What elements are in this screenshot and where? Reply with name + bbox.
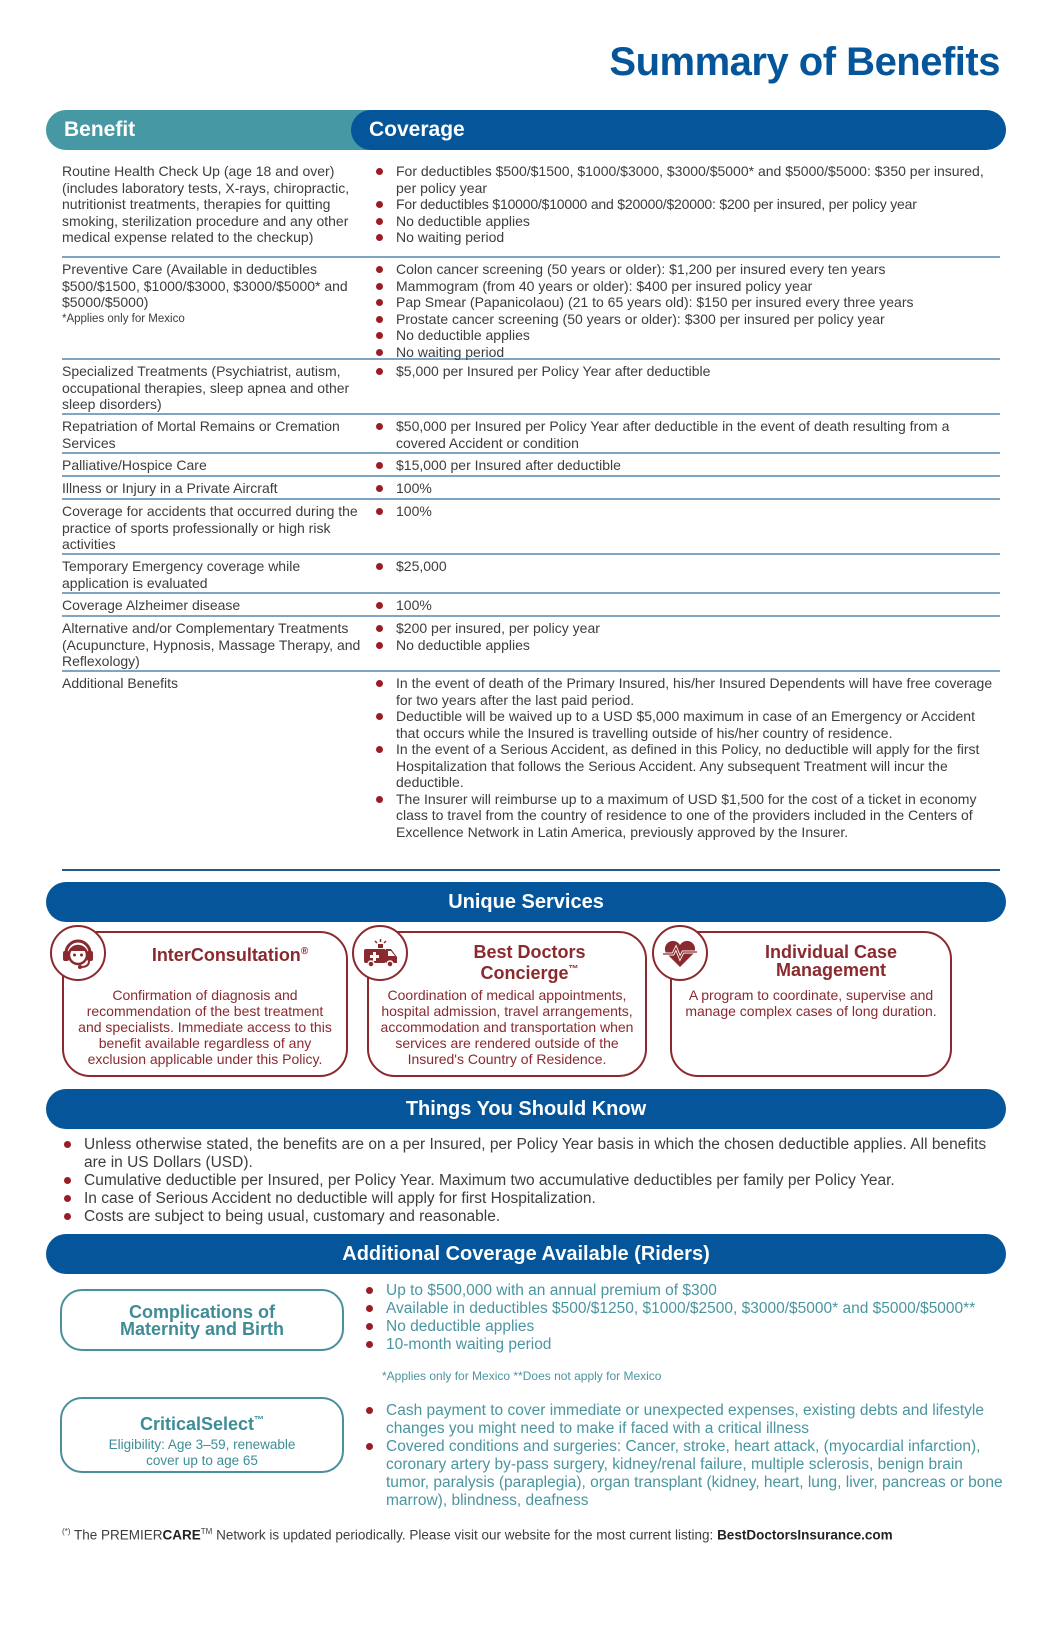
coverage-item: $25,000 [374,558,1000,575]
benefit-name: Palliative/Hospice Care [62,457,207,473]
table-row [62,555,1000,594]
benefit-coverage [374,597,1000,612]
website-link[interactable]: BestDoctorsInsurance.com [717,1527,893,1543]
benefit-coverage [374,457,1000,472]
service-description: Confirmation of diagnosis and recommendation of the best treatment and specialists. Immediate access to this benefit available regardless of any exclusion applicable under this Policy. [78,987,332,1067]
coverage-item: No waiting period [374,344,1000,361]
rider-box-criticalselect [60,1397,344,1473]
table-row [62,594,1000,617]
benefit-name: Additional Benefits [62,675,178,691]
table-row [62,672,1000,871]
service-card-concierge [367,931,647,1077]
benefit-coverage [374,363,1000,410]
list-item: No deductible applies [364,1318,1004,1336]
coverage-item: In the event of death of the Primary Insured, his/her Insured Dependents will have free coverage for two years after the last paid period. [374,675,1000,708]
benefit-name: Preventive Care (Available in deductibles $500/$1500, $1000/$3000, $3000/$5000* and $5000/$5000) *Applies only for Mexico [62,261,374,355]
unique-services-header: Unique Services [46,882,1006,922]
coverage-item: 100% [374,480,1000,497]
benefit-footnote: *Applies only for Mexico [62,312,185,325]
rider-title: CriticalSelect™ [139,1414,265,1434]
coverage-item: No deductible applies [374,327,1000,344]
coverage-item: Deductible will be waived up to a USD $5,000 maximum in case of an Emergency or Accident that occurs while the Insured is travelling outside of his/her country of residence. [374,708,1000,741]
benefit-coverage [374,503,1000,550]
benefit-coverage [374,558,1000,589]
service-title: Individual Case Management [764,942,898,980]
coverage-item: No deductible applies [374,213,1000,230]
service-title: InterConsultation® [151,945,309,965]
page-title: Summary of Benefits [609,40,1000,84]
table-row [62,500,1000,555]
benefits-table [62,160,1000,871]
rider-eligibility: Eligibility: Age 3–59, renewable cover up to age 65 [108,1437,296,1468]
rider-maternity-points [364,1282,1004,1354]
list-item: Available in deductibles $500/$1250, $1000/$2500, $3000/$5000* and $5000/$5000** [364,1300,1004,1318]
coverage-item: For deductibles $10000/$10000 and $20000/$20000: $200 per insured, per policy year [374,196,1000,213]
benefit-name: Routine Health Check Up (age 18 and over) (includes laboratory tests, X-rays, chiropractic, nutritionist treatments, therapies for quitting smoking, sterilization procedure and any other medical expense related to the checkup) [62,163,350,245]
table-row [62,617,1000,672]
service-description: Coordination of medical appointments, hospital admission, travel arrangements, accommodation and transportation when services are rendered outside of the Insured's Country of Residence. [380,987,634,1067]
coverage-item: The Insurer will reimburse up to a maximum of USD $1,500 for the cost of a ticket in economy class to travel from the country of residence to one of the providers included in the Centers of Excellence Network in Latin America, previously approved by the Insurer. [374,791,1000,841]
table-row [62,454,1000,477]
rider-footnote: *Applies only for Mexico **Does not apply for Mexico [382,1369,662,1383]
benefit-name: Illness or Injury in a Private Aircraft [62,480,278,496]
coverage-item: $15,000 per Insured after deductible [374,457,1000,474]
list-item: Costs are subject to being usual, customary and reasonable. [62,1208,1002,1226]
list-item: Cash payment to cover immediate or unexpected expenses, existing debts and lifestyle changes you might need to make if faced with a critical illness [364,1402,1004,1438]
coverage-header-segment [351,110,1006,150]
benefit-name: Coverage for accidents that occurred during the practice of sports professionally or high risk activities [62,503,358,552]
coverage-item: $5,000 per Insured per Policy Year after deductible [374,363,1000,380]
benefit-coverage [374,675,1000,866]
coverage-item: Pap Smear (Papanicolaou) (21 to 65 years old): $150 per insured every three years [374,294,1000,311]
benefit-name: Coverage Alzheimer disease [62,597,241,613]
list-item: Unless otherwise stated, the benefits are on a per Insured, per Policy Year basis in which the chosen deductible applies. All benefits are in US Dollars (USD). [62,1136,1002,1172]
heart-pulse-icon [652,925,708,981]
coverage-item: 100% [374,503,1000,520]
coverage-item: Prostate cancer screening (50 years or older): $300 per insured per policy year [374,311,1000,328]
benefits-table-header [46,110,1006,150]
rider-box-maternity [60,1289,344,1351]
footer-note: (*) The PREMIERCARE™ Network is updated periodically. Please visit our website for the most current listing: BestDoctorsInsurance.com [62,1527,893,1543]
benefit-name: Repatriation of Mortal Remains or Cremation Services [62,418,340,451]
benefit-name: Specialized Treatments (Psychiatrist, autism, occupational therapies, sleep apnea and other sleep disorders) [62,363,350,412]
benefit-name: Temporary Emergency coverage while application is evaluated [62,558,301,591]
table-row [62,258,1000,360]
table-row [62,477,1000,500]
coverage-item: For deductibles $500/$1500, $1000/$3000, $3000/$5000* and $5000/$5000: $350 per insured, per policy year [374,163,1000,196]
list-item: 10-month waiting period [364,1336,1004,1354]
riders-header: Additional Coverage Available (Riders) [46,1234,1006,1274]
coverage-item: $50,000 per Insured per Policy Year after deductible in the event of death resulting from a covered Accident or condition [374,418,1000,451]
benefit-column-header: Benefit [64,118,136,141]
coverage-item: Mammogram (from 40 years or older): $400 per insured policy year [374,278,1000,295]
service-title: Best Doctors Concierge™ [473,942,586,983]
list-item: Up to $500,000 with an annual premium of $300 [364,1282,1004,1300]
coverage-item: No waiting period [374,229,1000,246]
headset-agent-icon [50,925,106,981]
benefit-coverage [374,620,1000,667]
coverage-column-header: Coverage [369,118,465,141]
table-row [62,160,1000,258]
coverage-item: $200 per insured, per policy year [374,620,1000,637]
service-card-case-management [670,931,952,1077]
ambulance-icon [352,925,408,981]
coverage-item: Colon cancer screening (50 years or older): $1,200 per insured every ten years [374,261,1000,278]
rider-title: Complications of Maternity and Birth [119,1302,284,1339]
list-item: Covered conditions and surgeries: Cancer, stroke, heart attack, (myocardial infarction), coronary artery by-pass surgery, kidney/renal failure, multiple sclerosis, benign brain tumor, paralysis (paraplegia), organ transplant (kidney, heart, lung, liver, pancreas or bone marrow), blindness, deafness [364,1438,1004,1510]
things-to-know-header: Things You Should Know [46,1089,1006,1129]
table-row [62,360,1000,415]
coverage-item: In the event of a Serious Accident, as defined in this Policy, no deductible will apply for the first Hospitalization that follows the Serious Accident. Any subsequent Treatment will incur the deductible. [374,741,1000,791]
list-item: In case of Serious Accident no deductible will apply for first Hospitalization. [62,1190,1002,1208]
benefit-coverage [374,480,1000,495]
things-to-know-list [62,1136,1002,1226]
benefit-name: Alternative and/or Complementary Treatments (Acupuncture, Hypnosis, Massage Therapy, and Reflexology) [62,620,361,669]
benefit-coverage [374,261,1000,360]
benefit-coverage [374,163,1000,253]
table-row [62,415,1000,454]
coverage-item: No deductible applies [374,637,1000,654]
service-description: A program to coordinate, supervise and manage complex cases of long duration. [685,987,937,1019]
rider-criticalselect-points [364,1402,1004,1510]
benefit-coverage [374,418,1000,449]
list-item: Cumulative deductible per Insured, per Policy Year. Maximum two accumulative deductibles per family per Policy Year. [62,1172,1002,1190]
coverage-item: 100% [374,597,1000,614]
